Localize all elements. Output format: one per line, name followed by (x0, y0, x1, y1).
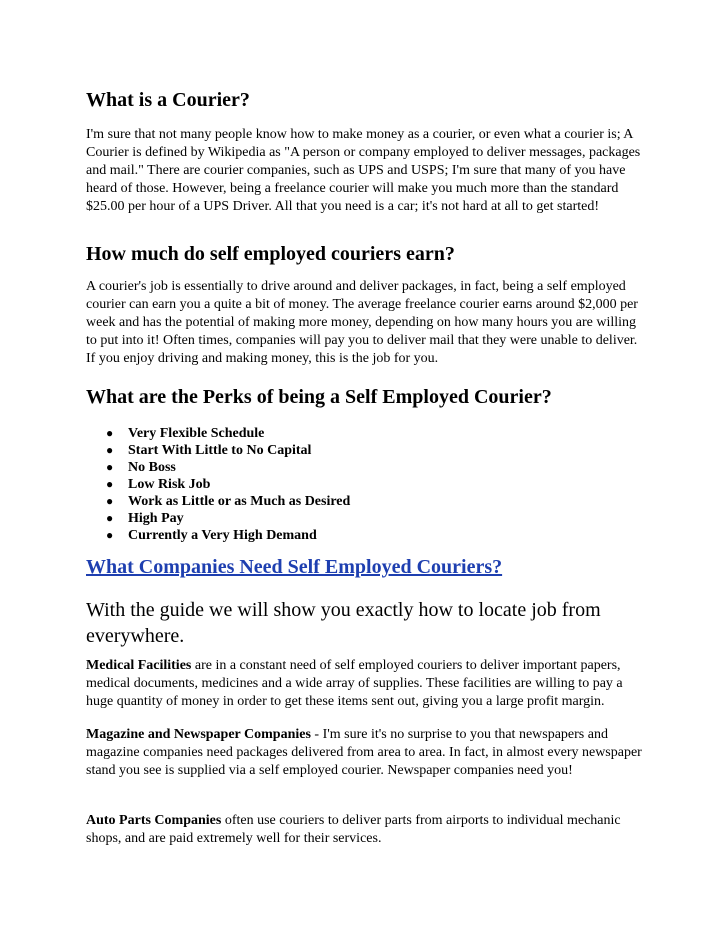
paragraph-auto-parts (86, 812, 646, 848)
heading-what-is-courier: What is a Courier? (86, 89, 250, 111)
list-item (86, 459, 350, 476)
bullet-icon: ● (106, 443, 114, 457)
medical-facilities-body: are in a constant need of self employed couriers to deliver important papers, medical documents, medicines and a wide array of supplies. These facilities are willing to pay a huge quantity of money in order to get these items sent out, giving you a large profit margin. (86, 658, 623, 709)
perk-label: High Pay (128, 511, 184, 526)
magazine-newspaper-lead: Magazine and Newspaper Companies (86, 727, 311, 742)
medical-facilities-lead: Medical Facilities (86, 658, 192, 673)
perks-list (86, 425, 350, 544)
list-item (86, 442, 350, 459)
perk-label: Currently a Very High Demand (128, 528, 317, 543)
paragraph-medical-facilities (86, 657, 646, 711)
auto-parts-body: often use couriers to deliver parts from airports to individual mechanic shops, and are paid extremely well for their services. (86, 813, 621, 846)
bullet-icon: ● (106, 477, 114, 491)
list-item (86, 425, 350, 442)
paragraph-magazine-newspaper (86, 726, 646, 780)
paragraph-what-is-courier: I'm sure that not many people know how to make money as a courier, or even what a courier is; A Courier is defined by Wikipedia as "A person or company employed to deliver messages, packages and mail." There are courier companies, such as UPS and USPS; I'm sure that many of you have heard of those. However, being a freelance courier will make you much more than the standard $25.00 per hour of a UPS Driver. All that you need is a car; it's not hard at all to get started! (86, 127, 641, 214)
perk-label: Very Flexible Schedule (128, 426, 265, 441)
bullet-icon: ● (106, 460, 114, 474)
list-item (86, 476, 350, 493)
heading-courier-earnings: How much do self employed couriers earn? (86, 243, 455, 265)
paragraph-courier-earnings: A courier's job is essentially to drive around and deliver packages, in fact, being a self employed courier can earn you a quite a bit of money. The average freelance courier earns around $2,000 per week and has the potential of making more money, depending on how many hours you are willing to put into it! Often times, companies will pay you to deliver mail that they were unable to deliver. If you enjoy driving and making money, this is the job for you. (86, 279, 638, 366)
bullet-icon: ● (106, 511, 114, 525)
bullet-icon: ● (106, 494, 114, 508)
list-item (86, 527, 350, 544)
magazine-newspaper-body: - I'm sure it's no surprise to you that newspapers and magazine companies need packages delivered from area to area. In fact, in almost every newspaper stand you see is supplied via a self employed courier. Newspaper companies need you! (86, 727, 642, 778)
heading-companies-link[interactable]: What Companies Need Self Employed Couriers? (86, 556, 503, 578)
paragraph-guide-intro: With the guide we will show you exactly how to locate job from everywhere. (86, 599, 601, 647)
list-item (86, 493, 350, 510)
perk-label: Work as Little or as Much as Desired (128, 494, 351, 509)
bullet-icon: ● (106, 528, 114, 542)
auto-parts-lead: Auto Parts Companies (86, 813, 222, 828)
perk-label: Low Risk Job (128, 477, 211, 492)
list-item (86, 510, 350, 527)
heading-perks: What are the Perks of being a Self Employed Courier? (86, 386, 552, 408)
perk-label: Start With Little to No Capital (128, 443, 312, 458)
bullet-icon: ● (106, 426, 114, 440)
perk-label: No Boss (128, 460, 176, 475)
